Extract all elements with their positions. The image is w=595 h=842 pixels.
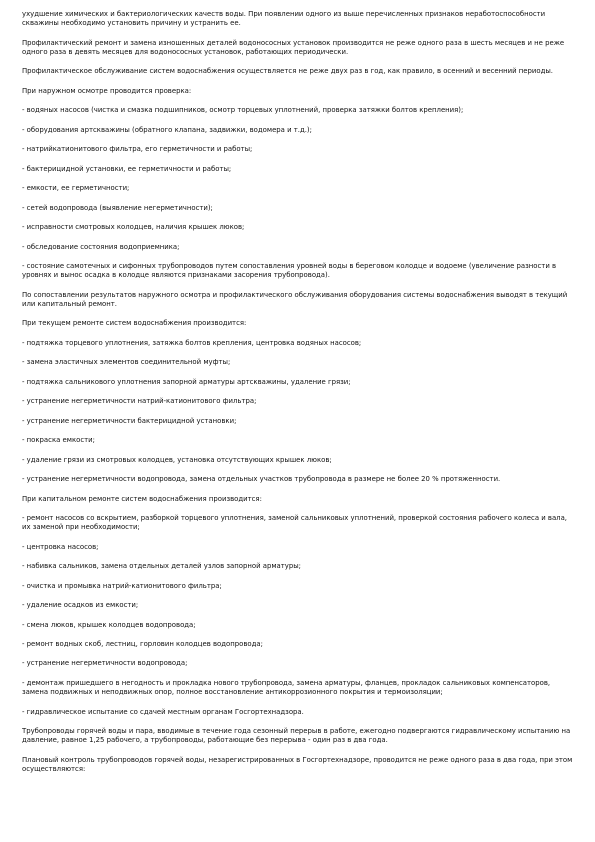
paragraph-inspection-results: По сопоставлении результатов наружного осмотра и профилактического обслуживания оборудования системы водоснабжения выводят в текущий или капитальный ремонт. (22, 290, 568, 308)
document-page (22, 10, 575, 836)
paragraph-planned-control: Плановый контроль трубопроводов горячей воды, незарегистрированных в Госгортехнадзоре, проводится не реже одного раза в два года, при этом осуществляются: (22, 755, 573, 773)
list-item: - гидравлическое испытание со сдачей местным органам Госгортехнадзора. (22, 707, 304, 716)
list-item: - устранение негерметичности водопровода; (22, 659, 188, 668)
list-item: - центровка насосов; (22, 542, 99, 551)
list-item: - емкости, ее герметичности; (22, 184, 130, 193)
paragraph-preventive-maintenance: Профилактическое обслуживание систем водоснабжения осуществляется не реже двух раз в год, как правило, в осенний и весенний периоды. (22, 67, 553, 76)
list-item: - подтяжка торцевого уплотнения, затяжка болтов крепления, центровка водяных насосов; (22, 338, 362, 347)
list-item: - исправности смотровых колодцев, наличия крышек люков; (22, 223, 245, 232)
list-item: - состояние самотечных и сифонных трубопроводов путем сопоставления уровней воды в береговом колодце и водоеме (увеличение разности в уровнях и вынос осадка в колодце являются признаками засорения трубопровода). (22, 262, 557, 280)
paragraph-capital-repair-heading: При капитальном ремонте систем водоснабжения производится: (22, 494, 262, 503)
paragraph-hydraulic-testing: Трубопроводы горячей воды и пара, вводимые в течение года сезонный перерыв в работе, ежегодно подвергаются гидравлическому испытанию на давление, равное 1,25 рабочего, а трубопроводы, работающие без перерыва - один раз в два года. (22, 727, 571, 745)
list-item: - набивка сальников, замена отдельных деталей узлов запорной арматуры; (22, 562, 301, 571)
paragraph-continuation: ухудшение химических и бактериологических качеств воды. При появлении одного из выше перечисленных признаков неработоспособности скважины необходимо установить причину и устранить ее. (22, 10, 546, 28)
list-item: - обследование состояния водоприемника; (22, 242, 180, 251)
list-item: - замена эластичных элементов соединительной муфты; (22, 358, 231, 367)
list-item: - водяных насосов (чистка и смазка подшипников, осмотр торцевых уплотнений, проверка затяжки болтов крепления); (22, 106, 464, 115)
list-item: - бактерицидной установки, ее герметичности и работы; (22, 164, 232, 173)
list-item: - устранение негерметичности бактерицидной установки; (22, 416, 237, 425)
list-item: - демонтаж пришедшего в негодность и прокладка нового трубопровода, замена арматуры, фланцев, прокладок сальниковых компенсаторов, замена подвижных и неподвижных опор, полное восстановление антикоррозионного покрытия и термоизоляции; (22, 678, 551, 697)
list-item: - смена люков, крышек колодцев водопровода; (22, 620, 196, 629)
list-item: - устранение негерметичности натрий-катионитового фильтра; (22, 397, 257, 406)
list-item: - устранение негерметичности водопровода, замена отдельных участков трубопровода в размере не более 20 % протяженности. (22, 475, 501, 484)
list-item: - покраска емкости; (22, 436, 95, 445)
list-item: - ремонт водных скоб, лестниц, горловин колодцев водопровода; (22, 640, 263, 648)
list-item: - удаление грязи из смотровых колодцев, установка отсутствующих крышек люков; (22, 455, 332, 464)
list-item: - ремонт насосов со вскрытием, разборкой торцевого уплотнения, заменой сальниковых уплотнений, проверкой состояния рабочего колеса и вала, их заменой при необходимости; (22, 514, 568, 532)
list-item: - оборудования артскважины (обратного клапана, задвижки, водомера и т.д.); (22, 125, 312, 134)
list-item: - сетей водопровода (выявление негерметичности); (22, 203, 213, 212)
list-item: - натрийкатионитового фильтра, его герметичности и работы; (22, 145, 253, 154)
list-item: - удаление осадков из емкости; (22, 601, 139, 610)
list-item: - подтяжка сальникового уплотнения запорной арматуры артскважины, удаление грязи; (22, 377, 351, 386)
paragraph-preventive-repair: Профилактический ремонт и замена изношенных деталей водонососных установок производится не реже одного раза в шесть месяцев и не реже одного раза в девять месяцев для водонососных установок, работающих периодически. (22, 38, 565, 56)
list-item: - очистка и промывка натрий-катионитового фильтра; (22, 581, 222, 590)
paragraph-external-inspection-heading: При наружном осмотре проводится проверка: (22, 86, 192, 95)
paragraph-current-repair-heading: При текущем ремонте систем водоснабжения производится: (22, 319, 247, 328)
